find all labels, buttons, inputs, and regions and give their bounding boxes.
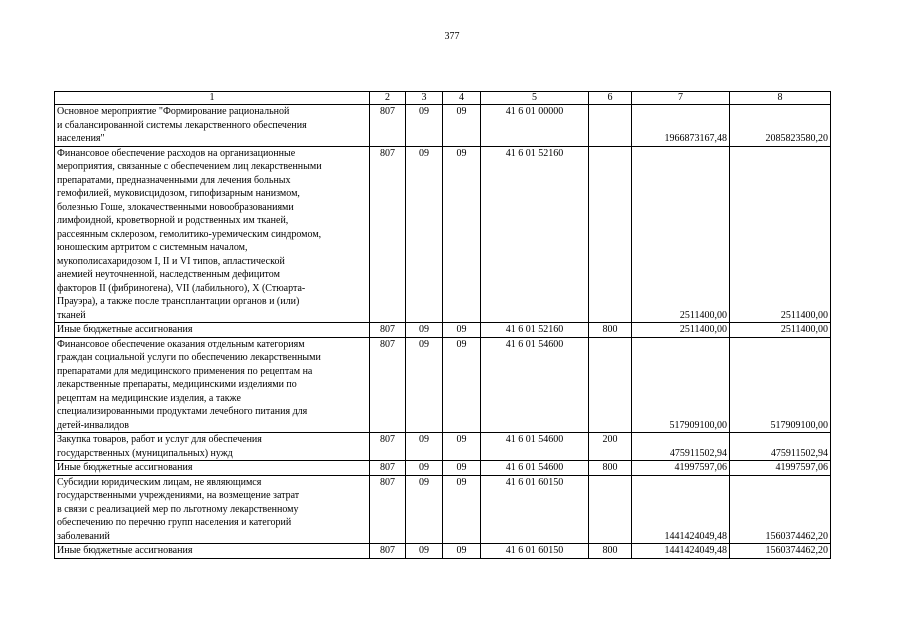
expense-type-cell xyxy=(589,337,632,433)
row-name-cell: Финансовое обеспечение оказания отдельным категориям граждан социальной услуги по обеспечению лекарственными препаратами для медицинского применения по рецептам на лекарственные препараты, медицинскими изделиями по рецептам на медицинские изделия, а также специализированными продуктами лечебного питания для детей-инвалидов xyxy=(55,337,370,433)
section-code-cell: 09 xyxy=(406,433,443,461)
expense-type-cell: 800 xyxy=(589,461,632,476)
table-row xyxy=(55,323,831,338)
column-header: 3 xyxy=(406,92,443,105)
expense-type-cell: 200 xyxy=(589,433,632,461)
table-row xyxy=(55,105,831,147)
target-article-cell: 41 6 01 54600 xyxy=(481,337,589,433)
amount-year-2-cell: 475911502,94 xyxy=(730,433,831,461)
subsection-code-cell: 09 xyxy=(443,323,481,338)
amount-year-2-cell: 41997597,06 xyxy=(730,461,831,476)
amount-year-2-cell: 1560374462,20 xyxy=(730,475,831,544)
column-header: 2 xyxy=(370,92,406,105)
amount-year-2-cell: 1560374462,20 xyxy=(730,544,831,559)
column-header: 5 xyxy=(481,92,589,105)
table-row xyxy=(55,475,831,544)
table-row xyxy=(55,544,831,559)
subsection-code-cell: 09 xyxy=(443,105,481,147)
amount-year-1-cell: 475911502,94 xyxy=(632,433,730,461)
section-code-cell: 09 xyxy=(406,105,443,147)
amount-year-1-cell: 2511400,00 xyxy=(632,146,730,323)
amount-year-1-cell: 517909100,00 xyxy=(632,337,730,433)
subsection-code-cell: 09 xyxy=(443,146,481,323)
section-code-cell: 09 xyxy=(406,461,443,476)
amount-year-1-cell: 41997597,06 xyxy=(632,461,730,476)
expense-type-cell: 800 xyxy=(589,323,632,338)
column-header: 6 xyxy=(589,92,632,105)
expense-type-cell xyxy=(589,475,632,544)
table-header-row xyxy=(55,92,831,105)
target-article-cell: 41 6 01 54600 xyxy=(481,433,589,461)
ministry-code-cell: 807 xyxy=(370,337,406,433)
column-header: 4 xyxy=(443,92,481,105)
ministry-code-cell: 807 xyxy=(370,146,406,323)
amount-year-1-cell: 2511400,00 xyxy=(632,323,730,338)
row-name-cell: Закупка товаров, работ и услуг для обеспечения государственных (муниципальных) нужд xyxy=(55,433,370,461)
budget-table xyxy=(54,91,831,559)
target-article-cell: 41 6 01 00000 xyxy=(481,105,589,147)
row-name-cell: Финансовое обеспечение расходов на организационные мероприятия, связанные с обеспечением лиц лекарственными препаратами, предназначенными для лечения больных гемофилией, муковисцидозом, гипофизарным нанизмом, болезнью Гоше, злокачественными новообразованиями лимфоидной, кроветворной и родственных им тканей, рассеянным склерозом, гемолитико-уремическим синдромом, юношеским артритом с системным началом, мукополисахаридозом I, II и VI типов, апластической анемией неуточненной, наследственным дефицитом факторов II (фибриногена), VII (лабильного), X (Стюарта- Прауэра), а также после трансплантации органов и (или) тканей xyxy=(55,146,370,323)
row-name-cell: Основное мероприятие "Формирование рациональной и сбалансированной системы лекарственного обеспечения населения" xyxy=(55,105,370,147)
subsection-code-cell: 09 xyxy=(443,475,481,544)
row-name-cell: Субсидии юридическим лицам, не являющимся государственными учреждениями, на возмещение затрат в связи с реализацией мер по льготному лекарственному обеспечению по перечню групп населения и категорий заболеваний xyxy=(55,475,370,544)
subsection-code-cell: 09 xyxy=(443,433,481,461)
target-article-cell: 41 6 01 52160 xyxy=(481,146,589,323)
ministry-code-cell: 807 xyxy=(370,323,406,338)
table-body xyxy=(55,92,831,559)
amount-year-2-cell: 2511400,00 xyxy=(730,146,831,323)
subsection-code-cell: 09 xyxy=(443,337,481,433)
row-name-cell: Иные бюджетные ассигнования xyxy=(55,544,370,559)
subsection-code-cell: 09 xyxy=(443,544,481,559)
row-name-cell: Иные бюджетные ассигнования xyxy=(55,323,370,338)
target-article-cell: 41 6 01 60150 xyxy=(481,475,589,544)
amount-year-2-cell: 2511400,00 xyxy=(730,323,831,338)
ministry-code-cell: 807 xyxy=(370,461,406,476)
amount-year-1-cell: 1441424049,48 xyxy=(632,544,730,559)
expense-type-cell xyxy=(589,105,632,147)
table-row xyxy=(55,433,831,461)
expense-type-cell: 800 xyxy=(589,544,632,559)
column-header: 1 xyxy=(55,92,370,105)
section-code-cell: 09 xyxy=(406,544,443,559)
target-article-cell: 41 6 01 60150 xyxy=(481,544,589,559)
target-article-cell: 41 6 01 52160 xyxy=(481,323,589,338)
table-row xyxy=(55,146,831,323)
expense-type-cell xyxy=(589,146,632,323)
subsection-code-cell: 09 xyxy=(443,461,481,476)
amount-year-1-cell: 1966873167,48 xyxy=(632,105,730,147)
section-code-cell: 09 xyxy=(406,146,443,323)
section-code-cell: 09 xyxy=(406,337,443,433)
ministry-code-cell: 807 xyxy=(370,475,406,544)
column-header: 8 xyxy=(730,92,831,105)
ministry-code-cell: 807 xyxy=(370,433,406,461)
table-row xyxy=(55,337,831,433)
page-number: 377 xyxy=(444,31,460,42)
amount-year-2-cell: 517909100,00 xyxy=(730,337,831,433)
section-code-cell: 09 xyxy=(406,475,443,544)
column-header: 7 xyxy=(632,92,730,105)
section-code-cell: 09 xyxy=(406,323,443,338)
ministry-code-cell: 807 xyxy=(370,544,406,559)
ministry-code-cell: 807 xyxy=(370,105,406,147)
amount-year-1-cell: 1441424049,48 xyxy=(632,475,730,544)
row-name-cell: Иные бюджетные ассигнования xyxy=(55,461,370,476)
table-row xyxy=(55,461,831,476)
target-article-cell: 41 6 01 54600 xyxy=(481,461,589,476)
amount-year-2-cell: 2085823580,20 xyxy=(730,105,831,147)
